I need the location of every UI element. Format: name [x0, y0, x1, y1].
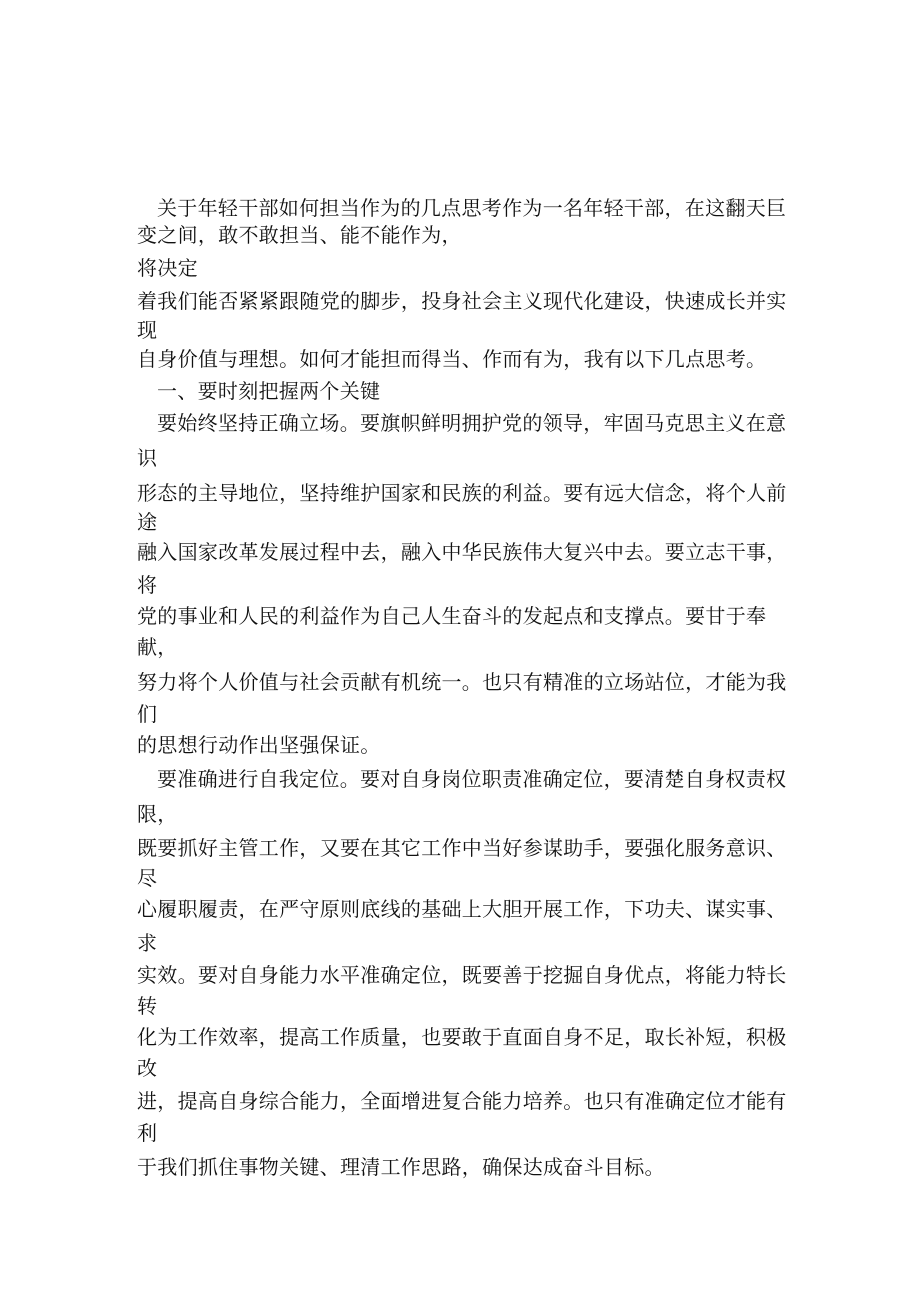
section-heading: 一、要时刻把握两个关键	[157, 379, 381, 403]
text-line: 尽	[137, 866, 158, 890]
text-line: 将	[137, 573, 158, 597]
text-line: 着我们能否紧紧跟随党的脚步，投身社会主义现代化建设，快速成长并实	[137, 289, 787, 313]
text-line: 要准确进行自我定位。要对自身岗位职责准确定位，要清楚自身权责权	[157, 767, 787, 791]
text-line: 既要抓好主管工作，又要在其它工作中当好参谋助手，要强化服务意识、	[137, 836, 787, 860]
text-line: 献，	[137, 635, 178, 659]
text-line: 于我们抓住事物关键、理清工作思路，确保达成奋斗目标。	[137, 1155, 665, 1179]
text-line: 融入国家改革发展过程中去，融入中华民族伟大复兴中去。要立志干事，	[137, 540, 787, 564]
text-line: 努力将个人价值与社会贡献有机统一。也只有精准的立场站位，才能为我	[137, 670, 787, 694]
text-line: 的思想行动作出坚强保证。	[137, 733, 381, 757]
text-line: 关于年轻干部如何担当作为的几点思考作为一名年轻干部，在这翻天巨	[157, 196, 787, 220]
text-line: 变之间，敢不敢担当、能不能作为，	[137, 223, 462, 247]
text-line: 转	[137, 994, 158, 1018]
text-line: 改	[137, 1056, 158, 1080]
text-line: 要始终坚持正确立场。要旗帜鲜明拥护党的领导，牢固马克思主义在意	[157, 411, 787, 435]
text-line: 求	[137, 931, 158, 955]
text-line: 将决定	[137, 256, 198, 280]
text-line: 党的事业和人民的利益作为自己人生奋斗的发起点和支撑点。要甘于奉	[137, 604, 767, 628]
text-line: 途	[137, 510, 158, 534]
text-line: 限，	[137, 802, 178, 826]
text-line: 形态的主导地位，坚持维护国家和民族的利益。要有远大信念，将个人前	[137, 481, 787, 505]
text-line: 们	[137, 702, 158, 726]
text-line: 化为工作效率，提高工作质量，也要敢于直面自身不足，取长补短，积极	[137, 1025, 787, 1049]
text-line: 心履职履责，在严守原则底线的基础上大胆开展工作，下功夫、谋实事、	[137, 897, 787, 921]
text-line: 实效。要对自身能力水平准确定位，既要善于挖掘自身优点，将能力特长	[137, 963, 787, 987]
text-line: 进，提高自身综合能力，全面增进复合能力培养。也只有准确定位才能有	[137, 1089, 787, 1113]
text-line: 识	[137, 446, 158, 470]
text-line: 现	[137, 318, 158, 342]
text-line: 利	[137, 1121, 158, 1145]
text-line: 自身价值与理想。如何才能担而得当、作而有为，我有以下几点思考。	[137, 347, 767, 371]
